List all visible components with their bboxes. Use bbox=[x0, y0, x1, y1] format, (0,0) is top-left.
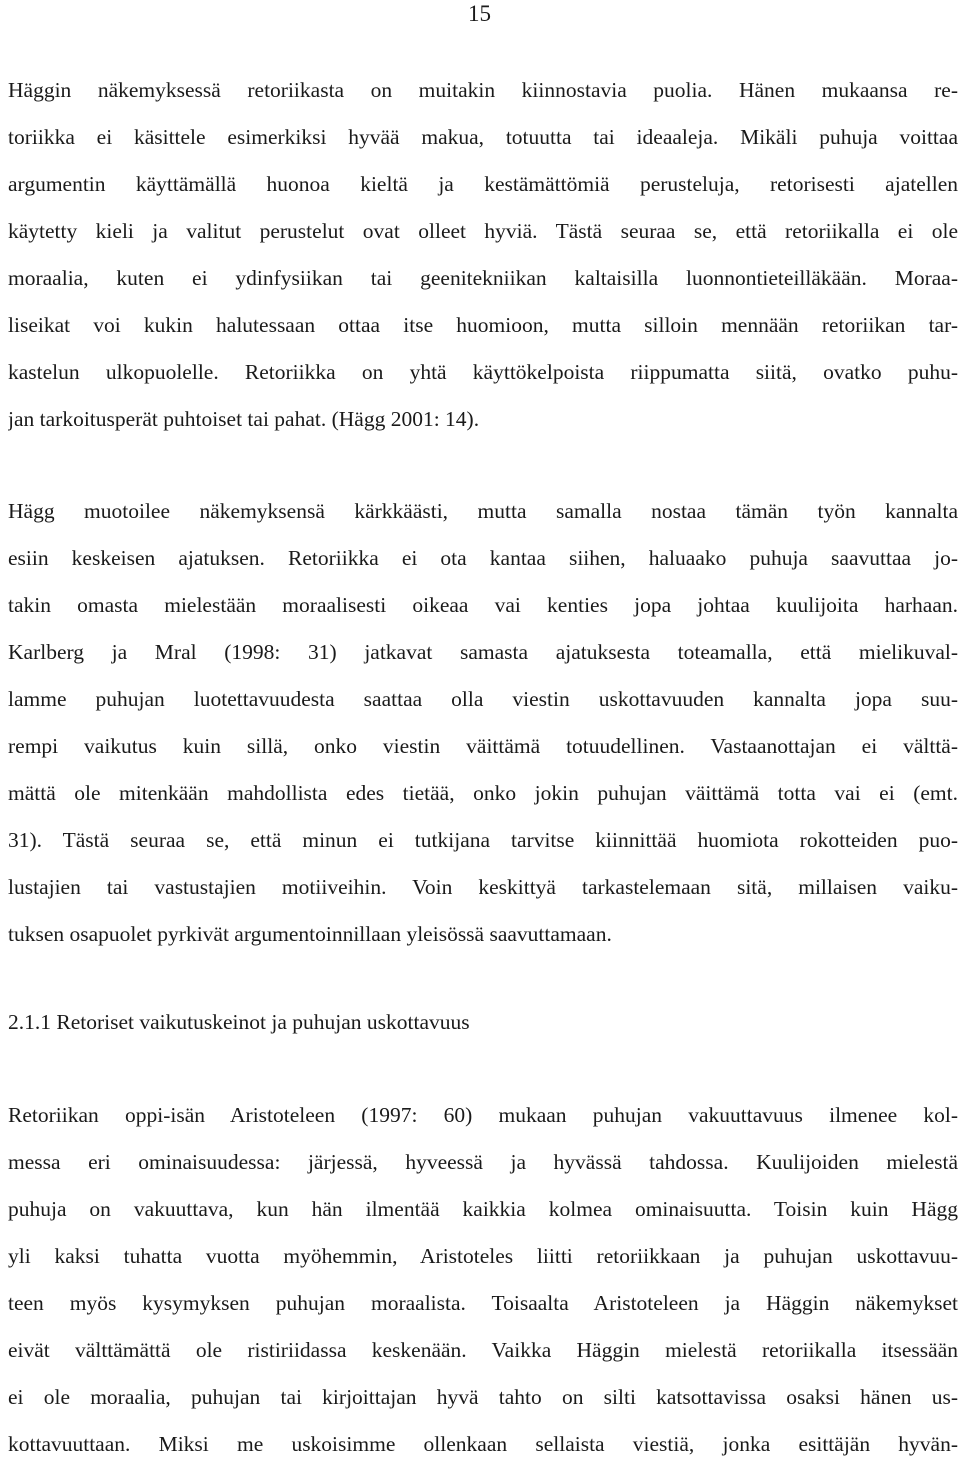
text-line: moraalia, kuten ei ydinfysiikan tai geenitekniikan kaltaisilla luonnontieteilläkään. Moraa- bbox=[8, 266, 958, 290]
text-line: käytetty kieli ja valitut perustelut ovat olleet hyviä. Tästä seuraa se, että retoriikalla ei ole bbox=[8, 219, 958, 243]
text-line: lustajien tai vastustajien motiiveihin. Voin keskittyä tarkastelemaan sitä, millaisen vaiku- bbox=[8, 875, 958, 899]
text-line: liseikat voi kukin halutessaan ottaa itse huomioon, mutta silloin mennään retoriikan tar- bbox=[8, 313, 958, 337]
paragraph-2 bbox=[8, 488, 958, 958]
text-line: kastelun ulkopuolelle. Retoriikka on yhtä käyttökelpoista riippumatta siitä, ovatko puhu- bbox=[8, 360, 958, 384]
page-number: 15 bbox=[468, 1, 491, 26]
text-line: tuksen osapuolet pyrkivät argumentoinnillaan yleisössä saavuttamaan. bbox=[8, 922, 612, 946]
text-line: jan tarkoitusperät puhtoiset tai pahat. (Hägg 2001: 14). bbox=[8, 407, 480, 431]
text-line: rempi vaikutus kuin sillä, onko viestin väittämä totuudellinen. Vastaanottajan ei välttä- bbox=[8, 734, 958, 758]
text-line: takin omasta mielestään moraalisesti oikeaa vai kenties jopa johtaa kuulijoita harhaan. bbox=[8, 593, 958, 617]
text-line: 31). Tästä seuraa se, että minun ei tutkijana tarvitse kiinnittää huomiota rokotteiden puo- bbox=[8, 828, 958, 852]
text-line: Retoriikan oppi-isän Aristoteleen (1997: 60) mukaan puhujan vakuuttavuus ilmenee kol- bbox=[8, 1103, 958, 1127]
paragraph-1 bbox=[8, 67, 958, 443]
text-line: Karlberg ja Mral (1998: 31) jatkavat samasta ajatuksesta toteamalla, että mielikuval- bbox=[8, 640, 958, 664]
paragraph-3 bbox=[8, 1092, 958, 1468]
text-line: toriikka ei käsittele esimerkiksi hyvää makua, totuutta tai ideaaleja. Mikäli puhuja voittaa bbox=[8, 125, 958, 149]
text-line: Häggin näkemyksessä retoriikasta on muitakin kiinnostavia puolia. Hänen mukaansa re- bbox=[8, 78, 958, 102]
text-line: Hägg muotoilee näkemyksensä kärkkäästi, mutta samalla nostaa tämän työn kannalta bbox=[8, 499, 958, 523]
text-line: puhuja on vakuuttava, kun hän ilmentää kaikkia kolmea ominaisuutta. Toisin kuin Hägg bbox=[8, 1197, 958, 1221]
text-line: argumentin käyttämällä huonoa kieltä ja kestämättömiä perusteluja, retorisesti ajatellen bbox=[8, 172, 958, 196]
text-line: esiin keskeisen ajatuksen. Retoriikka ei ota kantaa siihen, haluaako puhuja saavuttaa jo- bbox=[8, 546, 958, 570]
section-heading: 2.1.1 Retoriset vaikutuskeinot ja puhujan uskottavuus bbox=[8, 1010, 470, 1034]
text-line: lamme puhujan luotettavuudesta saattaa olla viestin uskottavuuden kannalta jopa suu- bbox=[8, 687, 958, 711]
text-line: teen myös kysymyksen puhujan moraalista. Toisaalta Aristoteleen ja Häggin näkemykset bbox=[8, 1291, 958, 1315]
text-line: mättä ole mitenkään mahdollista edes tietää, onko jokin puhujan väittämä totta vai ei (emt. bbox=[8, 781, 958, 805]
text-line: messa eri ominaisuudessa: järjessä, hyveessä ja hyvässä tahdossa. Kuulijoiden mielestä bbox=[8, 1150, 958, 1174]
text-line: yli kaksi tuhatta vuotta myöhemmin, Aristoteles liitti retoriikkaan ja puhujan uskottavuu- bbox=[8, 1244, 958, 1268]
text-line: eivät välttämättä ole ristiriidassa keskenään. Vaikka Häggin mielestä retoriikalla itsessään bbox=[8, 1338, 958, 1362]
text-line: kottavuuttaan. Miksi me uskoisimme ollenkaan sellaista viestiä, jonka esittäjän hyvän- bbox=[8, 1432, 958, 1456]
text-line: ei ole moraalia, puhujan tai kirjoittajan hyvä tahto on silti katsottavissa osaksi hänen us- bbox=[8, 1385, 958, 1409]
